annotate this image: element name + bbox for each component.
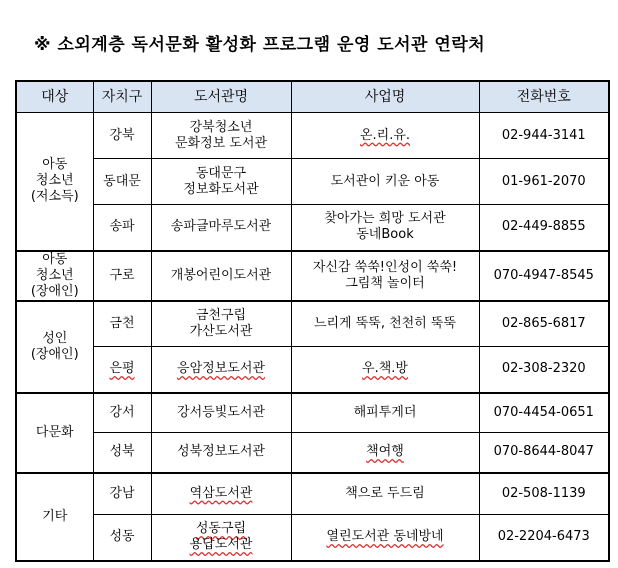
library-cell: 성북정보도서관 [151, 433, 291, 473]
library-cell: 송파글마루도서관 [151, 205, 291, 251]
header-program: 사업명 [291, 81, 479, 113]
phone-cell: 02-2204-6473 [479, 515, 609, 561]
table-row [16, 473, 609, 515]
table-body [16, 113, 609, 561]
target-cell: 아동 청소년 (저소득) [16, 113, 93, 251]
library-cell: 응암정보도서관 [151, 347, 291, 393]
phone-cell: 02-508-1139 [479, 473, 609, 515]
district-cell: 송파 [93, 205, 151, 251]
library-cell: 강북청소년 문화정보 도서관 [151, 113, 291, 159]
program-cell: 우.책.방 [291, 347, 479, 393]
phone-cell: 070-4454-0651 [479, 393, 609, 433]
program-cell: 찾아가는 희망 도서관 동네Book [291, 205, 479, 251]
program-cell: 해피투게더 [291, 393, 479, 433]
table-row [16, 159, 609, 205]
target-cell: 아동 청소년 (장애인) [16, 251, 93, 301]
header-target: 대상 [16, 81, 93, 113]
page-title: ※ 소외계층 독서문화 활성화 프로그램 운영 도서관 연락처 [34, 35, 486, 55]
program-cell: 도서관이 키운 아동 [291, 159, 479, 205]
district-cell: 구로 [93, 251, 151, 301]
district-cell: 강서 [93, 393, 151, 433]
table-row [16, 433, 609, 473]
table-row [16, 515, 609, 561]
library-cell: 강서등빛도서관 [151, 393, 291, 433]
district-cell: 강북 [93, 113, 151, 159]
program-cell: 자신감 쑥쑥!인성이 쑥쑥! 그림책 놀이터 [291, 251, 479, 301]
library-cell: 동대문구 정보화도서관 [151, 159, 291, 205]
target-cell: 성인 (장애인) [16, 301, 93, 393]
table-row [16, 301, 609, 347]
program-cell: 느리게 뚝뚝, 천천히 뚝뚝 [291, 301, 479, 347]
table-row [16, 393, 609, 433]
table-row [16, 347, 609, 393]
phone-cell: 02-944-3141 [479, 113, 609, 159]
phone-cell: 02-865-6817 [479, 301, 609, 347]
header-library: 도서관명 [151, 81, 291, 113]
district-cell: 금천 [93, 301, 151, 347]
phone-cell: 02-449-8855 [479, 205, 609, 251]
district-cell: 성북 [93, 433, 151, 473]
library-cell: 성동구립 용답도서관 [151, 515, 291, 561]
district-cell: 동대문 [93, 159, 151, 205]
district-cell: 강남 [93, 473, 151, 515]
library-cell: 역삼도서관 [151, 473, 291, 515]
library-cell: 개봉어린이도서관 [151, 251, 291, 301]
library-contact-table [15, 80, 610, 562]
phone-cell: 01-961-2070 [479, 159, 609, 205]
library-cell: 금천구립 가산도서관 [151, 301, 291, 347]
table-row [16, 113, 609, 159]
program-cell: 열린도서관 동네방네 [291, 515, 479, 561]
program-cell: 온.리.유. [291, 113, 479, 159]
phone-cell: 070-8644-8047 [479, 433, 609, 473]
district-cell: 성동 [93, 515, 151, 561]
program-cell: 책으로 두드림 [291, 473, 479, 515]
table-row [16, 251, 609, 301]
header-district: 자치구 [93, 81, 151, 113]
district-cell: 은평 [93, 347, 151, 393]
program-cell: 책여행 [291, 433, 479, 473]
target-cell: 다문화 [16, 393, 93, 473]
header-phone: 전화번호 [479, 81, 609, 113]
table-header-row [16, 81, 609, 113]
target-cell: 기타 [16, 473, 93, 561]
table-row [16, 205, 609, 251]
phone-cell: 02-308-2320 [479, 347, 609, 393]
phone-cell: 070-4947-8545 [479, 251, 609, 301]
